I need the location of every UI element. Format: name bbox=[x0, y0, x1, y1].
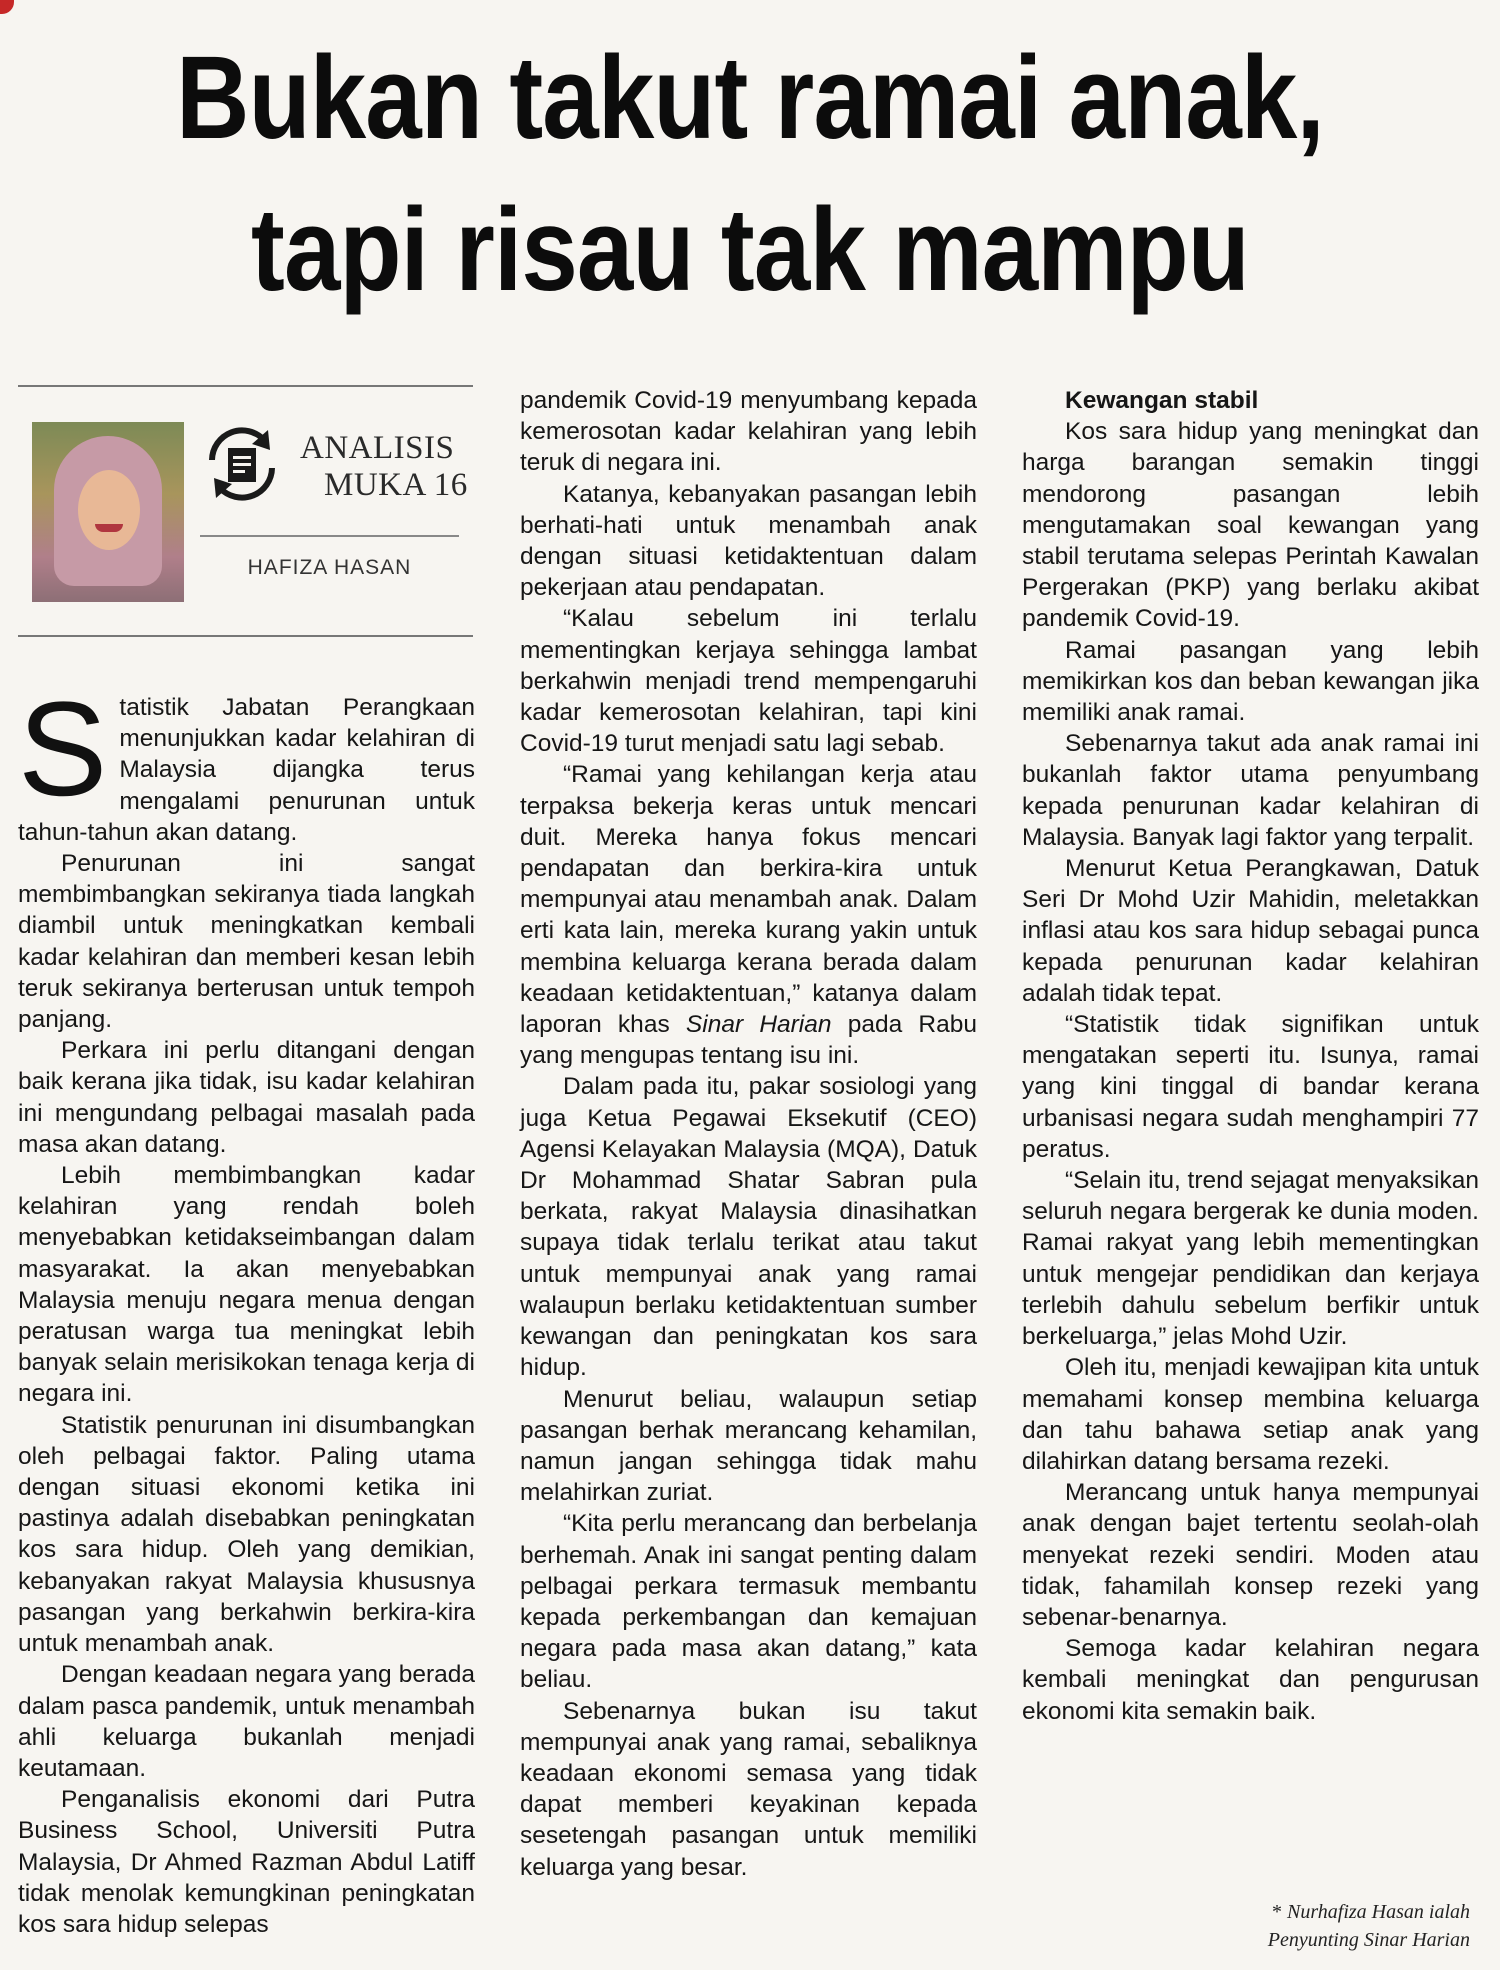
publication-name: Sinar Harian bbox=[685, 1011, 832, 1039]
paragraph: Katanya, kebanyakan pasangan lebih berhati-hati untuk menambah anak dengan situasi ketidaktentuan dalam pekerjaan atau pendapatan. bbox=[520, 480, 977, 602]
paragraph: Sebenarnya bukan isu takut mempunyai anak yang ramai, sebaliknya keadaan ekonomi semasa yang tidak dapat memberi keyakinan kepada sesetengah pasangan untuk memiliki keluarga yang besar. bbox=[520, 1697, 977, 1881]
byline-box bbox=[18, 385, 473, 637]
footnote-line-2: Penyunting Sinar Harian bbox=[1267, 1929, 1470, 1951]
paragraph-continuation: pandemik Covid-19 menyumbang kepada kemerosotan kadar kelahiran yang lebih teruk di negara ini. bbox=[520, 387, 977, 477]
paragraph: Dalam pada itu, pakar sosiologi yang juga Ketua Pegawai Eksekutif (CEO) Agensi Kelayakan Malaysia (MQA), Datuk Dr Mohammad Shatar Sabran pula berkata, rakyat Malaysia dinasihatkan supaya tidak terlalu terikat atau takut untuk mempunyai anak yang ramai walaupun berlaku ketidaktentuan sumber kewangan dan peningkatan kos sara hidup. bbox=[520, 1073, 977, 1382]
article-column-1 bbox=[18, 675, 475, 1940]
author-name: HAFIZA HASAN bbox=[247, 556, 412, 579]
paragraph: “Kalau sebelum ini terlalu mementingkan kerjaya sehingga lambat berkahwin menjadi trend mempengaruhi kadar kemerosotan kelahiran, tapi kini Covid-19 turut menjadi satu lagi sebab. bbox=[520, 605, 977, 758]
byline-inner-rule bbox=[200, 535, 459, 537]
paragraph: “Selain itu, trend sejagat menyaksikan seluruh negara bergerak ke dunia moden. Ramai rakyat yang lebih mementingkan untuk mengejar pendidikan dan kerjaya terlebih dahulu sebelum berfikir untuk berkeluarga,” jelas Mohd Uzir. bbox=[1022, 1167, 1479, 1351]
paragraph: Penurunan ini sangat membimbangkan sekiranya tiada langkah diambil untuk meningkatkan kembali kadar kelahiran dan memberi kesan lebih teruk sekiranya berterusan untuk tempoh panjang. bbox=[18, 850, 475, 1034]
article-column-3 bbox=[1022, 385, 1479, 1727]
subheading: Kewangan stabil bbox=[1065, 387, 1259, 414]
section-label-line-1: ANALISIS bbox=[300, 430, 455, 466]
headline bbox=[131, 22, 1369, 326]
paragraph: “Statistik tidak signifikan untuk mengatakan seperti itu. Isunya, ramai yang kini tinggal di bandar kerana urbanisasi negara sudah menghampiri 77 peratus. bbox=[1022, 1011, 1479, 1163]
byline-bottom-rule bbox=[18, 635, 473, 637]
corner-mark bbox=[0, 0, 14, 14]
byline-top-rule bbox=[18, 385, 473, 387]
paragraph: Penganalisis ekonomi dari Putra Business School, Universiti Putra Malaysia, Dr Ahmed Razman Abdul Latiff tidak menolak kemungkinan peningkatan kos sara hidup selepas bbox=[18, 1786, 475, 1938]
paragraph: Kos sara hidup yang meningkat dan harga barangan semakin tinggi mendorong pasangan lebih mengutamakan soal kewangan yang stabil terutama selepas Perintah Kawalan Pergerakan (PKP) yang berlaku akibat pandemik Covid-19. bbox=[1022, 418, 1479, 633]
lead-paragraph: Statistik Jabatan Perangkaan menunjukkan kadar kelahiran di Malaysia dijangka terus mengalami penurunan untuk tahun-tahun akan datang. bbox=[18, 675, 475, 846]
paragraph: Oleh itu, menjadi kewajipan kita untuk memahami konsep membina keluarga dan tahu bahawa setiap anak yang dilahirkan datang bersama rezeki. bbox=[1022, 1354, 1479, 1475]
paragraph: Ramai pasangan yang lebih memikirkan kos dan beban kewangan jika memiliki anak ramai. bbox=[1022, 636, 1479, 727]
drop-cap: S bbox=[18, 675, 108, 824]
paragraph: Statistik penurunan ini disumbangkan oleh pelbagai faktor. Paling utama dengan situasi ekonomi ketika ini pastinya adalah disebabkan peningkatan kos sara hidup. Oleh yang demikian, kebanyakan rakyat Malaysia khususnya pasangan yang berkahwin berkira-kira untuk menambah anak. bbox=[18, 1411, 475, 1658]
author-portrait bbox=[32, 422, 184, 602]
headline-line-2: tapi risau tak mampu bbox=[251, 184, 1249, 316]
paragraph: Merancang untuk hanya mempunyai anak dengan bajet tertentu seolah-olah menyekat rezeki sendiri. Moden atau tidak, fahamilah konsep rezeki yang sebenar-benarnya. bbox=[1022, 1479, 1479, 1631]
paragraph: Sebenarnya takut ada anak ramai ini bukanlah faktor utama penyumbang kepada penurunan kadar kelahiran di Malaysia. Banyak lagi faktor yang terpalit. bbox=[1022, 730, 1479, 851]
paragraph-quote: “Ramai yang kehilangan kerja atau terpaksa bekerja keras untuk mencari duit. Mereka hanya fokus mencari pendapatan dan berkira-kira untuk mempunyai atau menambah anak. Dalam erti kata lain, mereka kurang yakin untuk membina keluarga kerana berada dalam keadaan ketidaktentuan,” katanya dalam laporan khas Sinar Harian pada Rabu yang mengupas tentang isu ini. bbox=[520, 761, 977, 1070]
paragraph: Menurut Ketua Perangkawan, Datuk Seri Dr Mohd Uzir Mahidin, meletakkan inflasi atau kos sara hidup sebagai punca kepada penurunan kadar kelahiran adalah tidak tepat. bbox=[1022, 855, 1479, 1007]
headline-line-1: Bukan takut ramai anak, bbox=[176, 32, 1324, 164]
paragraph: Dengan keadaan negara yang berada dalam pasca pandemik, untuk menambah ahli keluarga bukanlah menjadi keutamaan. bbox=[18, 1661, 475, 1782]
section-label bbox=[300, 430, 468, 504]
paragraph: Perkara ini perlu ditangani dengan baik kerana jika tidak, isu kadar kelahiran ini mengundang pelbagai masalah pada masa akan datang. bbox=[18, 1037, 475, 1158]
author-footnote bbox=[1268, 1898, 1470, 1954]
paragraph: Lebih membimbangkan kadar kelahiran yang rendah boleh menyebabkan ketidakseimbangan dalam masyarakat. Ia akan menyebabkan Malaysia menuju negara menua dengan peratusan warga tua meningkat lebih banyak selain merisikokan tenaga kerja di negara ini. bbox=[18, 1162, 475, 1408]
paragraph: “Kita perlu merancang dan berbelanja berhemah. Anak ini sangat penting dalam pelbagai perkara termasuk membantu kepada perkembangan dan kemajuan negara pada masa akan datang,” kata beliau. bbox=[520, 1510, 977, 1694]
paragraph: Semoga kadar kelahiran negara kembali meningkat dan pengurusan ekonomi kita semakin baik. bbox=[1022, 1635, 1479, 1725]
paragraph: Menurut beliau, walaupun setiap pasangan berhak merancang kehamilan, namun jangan sehingga tidak mahu melahirkan zuriat. bbox=[520, 1385, 977, 1507]
section-label-line-2: MUKA 16 bbox=[324, 467, 468, 503]
document-refresh-icon bbox=[198, 420, 286, 508]
article-column-2 bbox=[520, 385, 977, 1883]
footnote-line-1: * Nurhafiza Hasan ialah bbox=[1272, 1901, 1470, 1923]
